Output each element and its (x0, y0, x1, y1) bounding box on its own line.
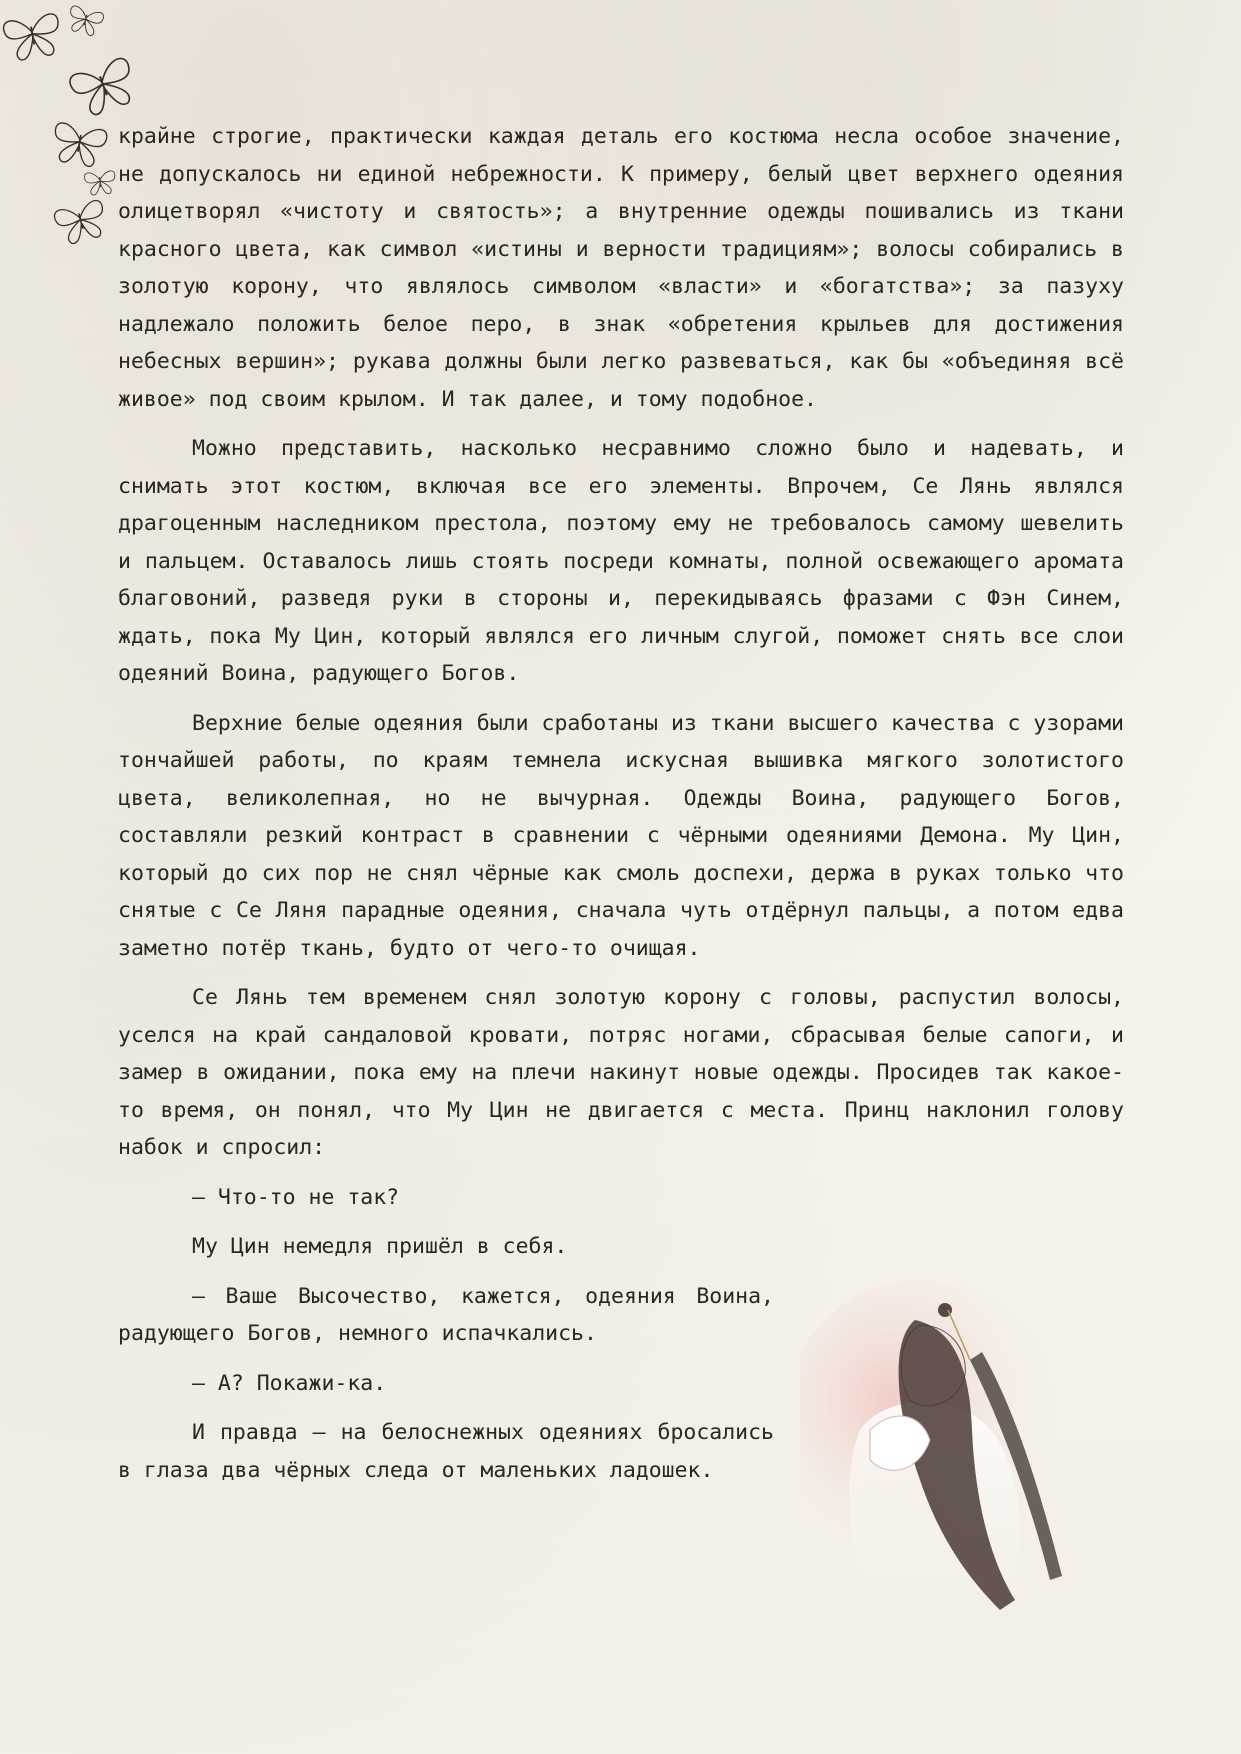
dialogue-line: — Ваше Высочество, кажется, одеяния Воина, радующего Богов, немного испачкались. (118, 1283, 774, 1346)
paragraph: Можно представить, насколько несравнимо сложно было и надевать, и снимать этот костюм, включая все его элементы. Впрочем, Се Лянь являлся драгоценным наследником престола, поэтому ему не требовалось самому шевелить и пальцем. Оставалось лишь стоять посреди комнаты, полной освежающего аромата благовоний, разведя руки в стороны и, перекидываясь фразами с Фэн Синем, ждать, пока Му Цин, который являлся его личным слугой, поможет снять все слои одеяний Воина, радующего Богов. (118, 436, 1124, 686)
butterfly-icon (84, 171, 116, 196)
paragraph: Му Цин немедля пришёл в себя. (192, 1234, 568, 1259)
dialogue-line: — Что-то не так? (192, 1184, 400, 1210)
paragraph: крайне строгие, практически каждая деталь его костюма несла особое значение, не допускалось ни единой небрежности. К примеру, белый цвет верхнего одеяния олицетворял «чистоту и святость»; а внутренние одежды пошивались из ткани красного цвета, как символ «истины и верности традициям»; волосы собирались в золотую корону, что являлось символом «власти» и «богатства»; за пазуху надлежало положить белое перо, в знак «обретения крыльев для достижения небесных вершин»; рукава должны были легко развеваться, как бы «объединяя всё живое» под своим крылом. И так далее, и тому подобное. (118, 124, 1124, 412)
paragraph: Се Лянь тем временем снял золотую корону с головы, распустил волосы, уселся на край сандаловой кровати, потряс ногами, сбрасывая белые сапоги, и замер в ожидании, пока ему на плечи накинут новые одежды. Просидев так какое-то время, он понял, что Му Цин не двигается с места. Принц наклонил голову набок и спросил: (118, 985, 1124, 1160)
butterfly-icon (2, 13, 63, 62)
character-illustration (800, 1280, 1120, 1640)
paragraph: И правда — на белоснежных одеяниях бросались в глаза два чёрных следа от маленьких ладошек. (118, 1420, 774, 1483)
paragraph: Верхние белые одеяния были сработаны из ткани высшего качества с узорами тончайшей работы, по краям темнела искусная вышивка мягкого золотистого цвета, великолепная, но не вычурная. Одежды Воина, радующего Богов, составляли резкий контраст в сравнении с чёрными одеяниями Демона. Му Цин, который до сих пор не снял чёрные как смоль доспехи, держа в руках только что снятые с Се Ляня парадные одеяния, сначала чуть отдёрнул пальцы, а потом едва заметно потёр ткань, будто от чего-то очищая. (118, 710, 1124, 961)
butterfly-icon (68, 56, 141, 119)
butterfly-icon (53, 199, 109, 246)
dialogue-line: — А? Покажи-ка. (192, 1370, 387, 1396)
butterfly-icon (50, 122, 108, 169)
butterfly-icon (66, 5, 105, 38)
